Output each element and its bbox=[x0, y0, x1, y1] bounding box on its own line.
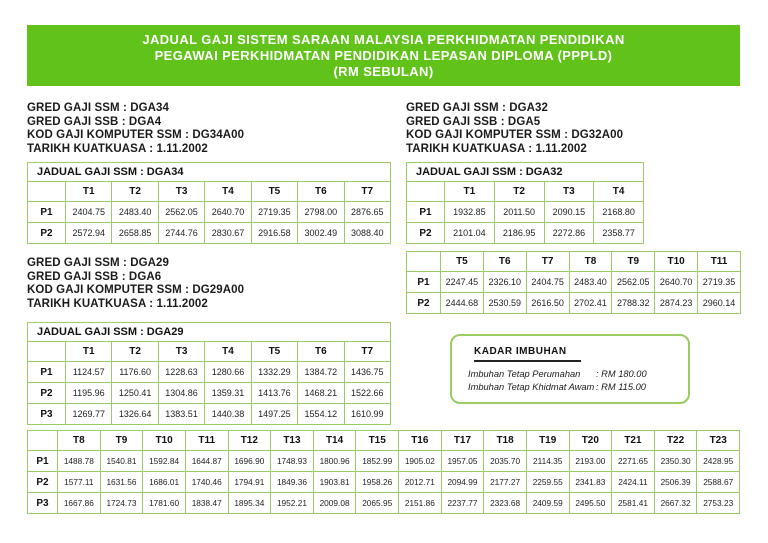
salary-cell: 2193.00 bbox=[569, 451, 612, 472]
salary-cell: 1124.57 bbox=[66, 362, 112, 383]
kadar-imbuhan-box bbox=[450, 334, 690, 404]
salary-table-dga32-t5-t11 bbox=[406, 251, 741, 314]
salary-cell: 1176.60 bbox=[112, 362, 158, 383]
kadar-item-value: : RM 115.00 bbox=[596, 382, 646, 392]
salary-cell: 2572.94 bbox=[66, 223, 112, 244]
column-header: T9 bbox=[612, 252, 655, 272]
salary-cell: 2259.55 bbox=[526, 472, 569, 493]
column-header: T2 bbox=[112, 342, 158, 362]
column-header: T17 bbox=[441, 431, 484, 451]
salary-cell: 1895.34 bbox=[228, 493, 271, 514]
column-header: T2 bbox=[112, 182, 158, 202]
column-header: T5 bbox=[251, 182, 297, 202]
salary-cell: 1932.85 bbox=[445, 202, 495, 223]
salary-cell: 3088.40 bbox=[344, 223, 390, 244]
row-label: P3 bbox=[28, 404, 66, 425]
salary-cell: 2114.35 bbox=[526, 451, 569, 472]
kadar-item-khidmat-awam bbox=[468, 381, 688, 394]
salary-cell: 2090.15 bbox=[544, 202, 594, 223]
salary-cell: 1577.11 bbox=[58, 472, 101, 493]
column-header: T5 bbox=[441, 252, 484, 272]
salary-cell: 1610.99 bbox=[344, 404, 390, 425]
salary-cell: 2271.65 bbox=[612, 451, 655, 472]
info-block-dga34 bbox=[27, 102, 244, 156]
info-line: TARIKH KUATKUASA : 1.11.2002 bbox=[27, 297, 208, 310]
info-line: KOD GAJI KOMPUTER SSM : DG32A00 bbox=[406, 129, 624, 141]
salary-cell: 2272.86 bbox=[544, 223, 594, 244]
kadar-imbuhan-title: KADAR IMBUHAN bbox=[474, 346, 581, 362]
salary-cell: 2094.99 bbox=[441, 472, 484, 493]
salary-cell: 2404.75 bbox=[526, 272, 569, 293]
salary-cell: 1748.93 bbox=[271, 451, 314, 472]
info-line: TARIKH KUATKUASA : 1.11.2002 bbox=[27, 142, 208, 155]
column-header: T13 bbox=[271, 431, 314, 451]
salary-cell: 1468.21 bbox=[298, 383, 344, 404]
salary-cell: 2874.23 bbox=[655, 293, 698, 314]
column-header: T1 bbox=[445, 182, 495, 202]
kadar-item-perumahan bbox=[468, 368, 688, 381]
salary-cell: 1436.75 bbox=[344, 362, 390, 383]
salary-cell: 1903.81 bbox=[313, 472, 356, 493]
kadar-item-label: Imbuhan Tetap Khidmat Awam bbox=[468, 382, 595, 392]
salary-cell: 2506.39 bbox=[654, 472, 697, 493]
column-header: T4 bbox=[205, 342, 251, 362]
salary-cell: 2168.80 bbox=[594, 202, 644, 223]
info-line: GRED GAJI SSB : DGA6 bbox=[27, 270, 162, 283]
salary-cell: 2640.70 bbox=[205, 202, 251, 223]
table-title: JADUAL GAJI SSM : DGA34 bbox=[28, 163, 391, 182]
salary-cell: 2009.08 bbox=[313, 493, 356, 514]
page-header-banner bbox=[27, 25, 740, 86]
salary-cell: 1838.47 bbox=[185, 493, 228, 514]
salary-cell: 2350.30 bbox=[654, 451, 697, 472]
info-line: GRED GAJI SSM : DGA32 bbox=[406, 102, 549, 114]
salary-cell: 1852.99 bbox=[356, 451, 399, 472]
row-label: P2 bbox=[28, 383, 66, 404]
column-header: T14 bbox=[313, 431, 356, 451]
column-header: T3 bbox=[158, 342, 204, 362]
salary-cell: 1228.63 bbox=[158, 362, 204, 383]
column-header: T19 bbox=[526, 431, 569, 451]
salary-cell: 1269.77 bbox=[66, 404, 112, 425]
salary-cell: 1554.12 bbox=[298, 404, 344, 425]
salary-cell: 2177.27 bbox=[484, 472, 527, 493]
salary-cell: 1250.41 bbox=[112, 383, 158, 404]
salary-cell: 2616.50 bbox=[526, 293, 569, 314]
salary-cell: 2960.14 bbox=[698, 293, 741, 314]
column-header: T1 bbox=[66, 342, 112, 362]
salary-cell: 1488.78 bbox=[58, 451, 101, 472]
salary-cell: 2495.50 bbox=[569, 493, 612, 514]
salary-cell: 1195.96 bbox=[66, 383, 112, 404]
salary-cell: 2753.23 bbox=[697, 493, 740, 514]
column-header: T4 bbox=[205, 182, 251, 202]
kadar-imbuhan-items bbox=[468, 368, 688, 394]
salary-cell: 1849.36 bbox=[271, 472, 314, 493]
salary-cell: 1905.02 bbox=[399, 451, 442, 472]
row-label: P2 bbox=[28, 472, 58, 493]
column-header: T7 bbox=[344, 342, 390, 362]
row-label: P2 bbox=[28, 223, 66, 244]
info-line: KOD GAJI KOMPUTER SSM : DG34A00 bbox=[27, 129, 245, 141]
salary-cell: 2326.10 bbox=[483, 272, 526, 293]
column-header: T4 bbox=[594, 182, 644, 202]
salary-cell: 2667.32 bbox=[654, 493, 697, 514]
salary-cell: 1794.91 bbox=[228, 472, 271, 493]
column-header: T7 bbox=[344, 182, 390, 202]
salary-cell: 2876.65 bbox=[344, 202, 390, 223]
salary-cell: 1359.31 bbox=[205, 383, 251, 404]
salary-table-dga29 bbox=[27, 322, 391, 425]
salary-cell: 2719.35 bbox=[251, 202, 297, 223]
column-header: T6 bbox=[298, 182, 344, 202]
column-header: T2 bbox=[494, 182, 544, 202]
corner-cell bbox=[407, 252, 441, 272]
salary-cell: 2788.32 bbox=[612, 293, 655, 314]
column-header: T16 bbox=[399, 431, 442, 451]
salary-cell: 1497.25 bbox=[251, 404, 297, 425]
salary-cell: 2562.05 bbox=[612, 272, 655, 293]
salary-cell: 2151.86 bbox=[399, 493, 442, 514]
info-line: KOD GAJI KOMPUTER SSM : DG29A00 bbox=[27, 284, 245, 296]
column-header: T8 bbox=[58, 431, 101, 451]
table-title: JADUAL GAJI SSM : DGA32 bbox=[407, 163, 644, 182]
salary-cell: 2011.50 bbox=[494, 202, 544, 223]
header-title-line1: JADUAL GAJI SISTEM SARAAN MALAYSIA PERKHIDMATAN PENDIDIKAN bbox=[142, 32, 625, 47]
row-label: P1 bbox=[407, 272, 441, 293]
salary-cell: 1540.81 bbox=[100, 451, 143, 472]
salary-table-dga34 bbox=[27, 162, 391, 244]
row-label: P2 bbox=[407, 293, 441, 314]
salary-cell: 2562.05 bbox=[158, 202, 204, 223]
salary-cell: 2101.04 bbox=[445, 223, 495, 244]
salary-cell: 2409.59 bbox=[526, 493, 569, 514]
info-line: GRED GAJI SSB : DGA4 bbox=[27, 115, 162, 128]
salary-cell: 2012.71 bbox=[399, 472, 442, 493]
salary-cell: 2341.83 bbox=[569, 472, 612, 493]
salary-cell: 1280.66 bbox=[205, 362, 251, 383]
salary-cell: 1440.38 bbox=[205, 404, 251, 425]
column-header: T6 bbox=[483, 252, 526, 272]
row-label: P1 bbox=[28, 451, 58, 472]
column-header: T11 bbox=[698, 252, 741, 272]
salary-cell: 2065.95 bbox=[356, 493, 399, 514]
column-header: T5 bbox=[251, 342, 297, 362]
info-line: TARIKH KUATKUASA : 1.11.2002 bbox=[406, 142, 587, 155]
salary-cell: 1332.29 bbox=[251, 362, 297, 383]
corner-cell bbox=[407, 182, 445, 202]
salary-cell: 2237.77 bbox=[441, 493, 484, 514]
salary-cell: 2428.95 bbox=[697, 451, 740, 472]
salary-cell: 2588.67 bbox=[697, 472, 740, 493]
salary-cell: 1781.60 bbox=[143, 493, 186, 514]
salary-cell: 2744.76 bbox=[158, 223, 204, 244]
salary-cell: 2658.85 bbox=[112, 223, 158, 244]
column-header: T18 bbox=[484, 431, 527, 451]
table-title: JADUAL GAJI SSM : DGA29 bbox=[28, 323, 391, 342]
salary-cell: 2798.00 bbox=[298, 202, 344, 223]
salary-cell: 2424.11 bbox=[612, 472, 655, 493]
salary-table-dga32-t1-t4 bbox=[406, 162, 644, 244]
row-label: P1 bbox=[28, 362, 66, 383]
salary-cell: 1592.84 bbox=[143, 451, 186, 472]
salary-cell: 1326.64 bbox=[112, 404, 158, 425]
row-label: P2 bbox=[407, 223, 445, 244]
salary-cell: 1724.73 bbox=[100, 493, 143, 514]
salary-cell: 1631.56 bbox=[100, 472, 143, 493]
salary-table-dga29-t8-t23 bbox=[27, 430, 740, 514]
info-block-dga32 bbox=[406, 102, 623, 156]
column-header: T11 bbox=[185, 431, 228, 451]
salary-cell: 3002.49 bbox=[298, 223, 344, 244]
column-header: T8 bbox=[569, 252, 612, 272]
column-header: T23 bbox=[697, 431, 740, 451]
salary-cell: 1383.51 bbox=[158, 404, 204, 425]
column-header: T7 bbox=[526, 252, 569, 272]
salary-cell: 1384.72 bbox=[298, 362, 344, 383]
row-label: P1 bbox=[28, 202, 66, 223]
corner-cell bbox=[28, 182, 66, 202]
salary-cell: 2358.77 bbox=[594, 223, 644, 244]
corner-cell bbox=[28, 342, 66, 362]
column-header: T9 bbox=[100, 431, 143, 451]
column-header: T10 bbox=[655, 252, 698, 272]
salary-cell: 2035.70 bbox=[484, 451, 527, 472]
info-line: GRED GAJI SSM : DGA29 bbox=[27, 257, 170, 269]
column-header: T3 bbox=[158, 182, 204, 202]
info-block-dga29 bbox=[27, 257, 244, 311]
salary-cell: 2916.58 bbox=[251, 223, 297, 244]
salary-cell: 1667.86 bbox=[58, 493, 101, 514]
header-title-line3: (RM SEBULAN) bbox=[333, 64, 434, 79]
salary-cell: 2404.75 bbox=[66, 202, 112, 223]
salary-cell: 2719.35 bbox=[698, 272, 741, 293]
salary-cell: 2323.68 bbox=[484, 493, 527, 514]
column-header: T10 bbox=[143, 431, 186, 451]
salary-cell: 1958.26 bbox=[356, 472, 399, 493]
column-header: T21 bbox=[612, 431, 655, 451]
info-line: GRED GAJI SSB : DGA5 bbox=[406, 115, 541, 128]
column-header: T20 bbox=[569, 431, 612, 451]
salary-cell: 1957.05 bbox=[441, 451, 484, 472]
corner-cell bbox=[28, 431, 58, 451]
salary-cell: 2530.59 bbox=[483, 293, 526, 314]
column-header: T3 bbox=[544, 182, 594, 202]
salary-cell: 2830.67 bbox=[205, 223, 251, 244]
salary-cell: 1800.96 bbox=[313, 451, 356, 472]
column-header: T15 bbox=[356, 431, 399, 451]
salary-cell: 1304.86 bbox=[158, 383, 204, 404]
column-header: T6 bbox=[298, 342, 344, 362]
salary-cell: 2444.68 bbox=[441, 293, 484, 314]
salary-cell: 1644.87 bbox=[185, 451, 228, 472]
salary-cell: 1686.01 bbox=[143, 472, 186, 493]
salary-cell: 1952.21 bbox=[271, 493, 314, 514]
kadar-item-value: : RM 180.00 bbox=[596, 369, 647, 379]
row-label: P1 bbox=[407, 202, 445, 223]
salary-cell: 2483.40 bbox=[569, 272, 612, 293]
salary-cell: 2247.45 bbox=[441, 272, 484, 293]
header-title-line2: PEGAWAI PERKHIDMATAN PENDIDIKAN LEPASAN DIPLOMA (PPPLD) bbox=[154, 48, 613, 63]
salary-cell: 1413.76 bbox=[251, 383, 297, 404]
salary-cell: 1696.90 bbox=[228, 451, 271, 472]
column-header: T12 bbox=[228, 431, 271, 451]
salary-cell: 2483.40 bbox=[112, 202, 158, 223]
info-line: GRED GAJI SSM : DGA34 bbox=[27, 102, 170, 114]
column-header: T1 bbox=[66, 182, 112, 202]
salary-cell: 2186.95 bbox=[494, 223, 544, 244]
salary-cell: 2581.41 bbox=[612, 493, 655, 514]
salary-cell: 1740.46 bbox=[185, 472, 228, 493]
row-label: P3 bbox=[28, 493, 58, 514]
salary-cell: 2702.41 bbox=[569, 293, 612, 314]
salary-cell: 2640.70 bbox=[655, 272, 698, 293]
salary-cell: 1522.66 bbox=[344, 383, 390, 404]
kadar-item-label: Imbuhan Tetap Perumahan bbox=[468, 369, 581, 379]
column-header: T22 bbox=[654, 431, 697, 451]
